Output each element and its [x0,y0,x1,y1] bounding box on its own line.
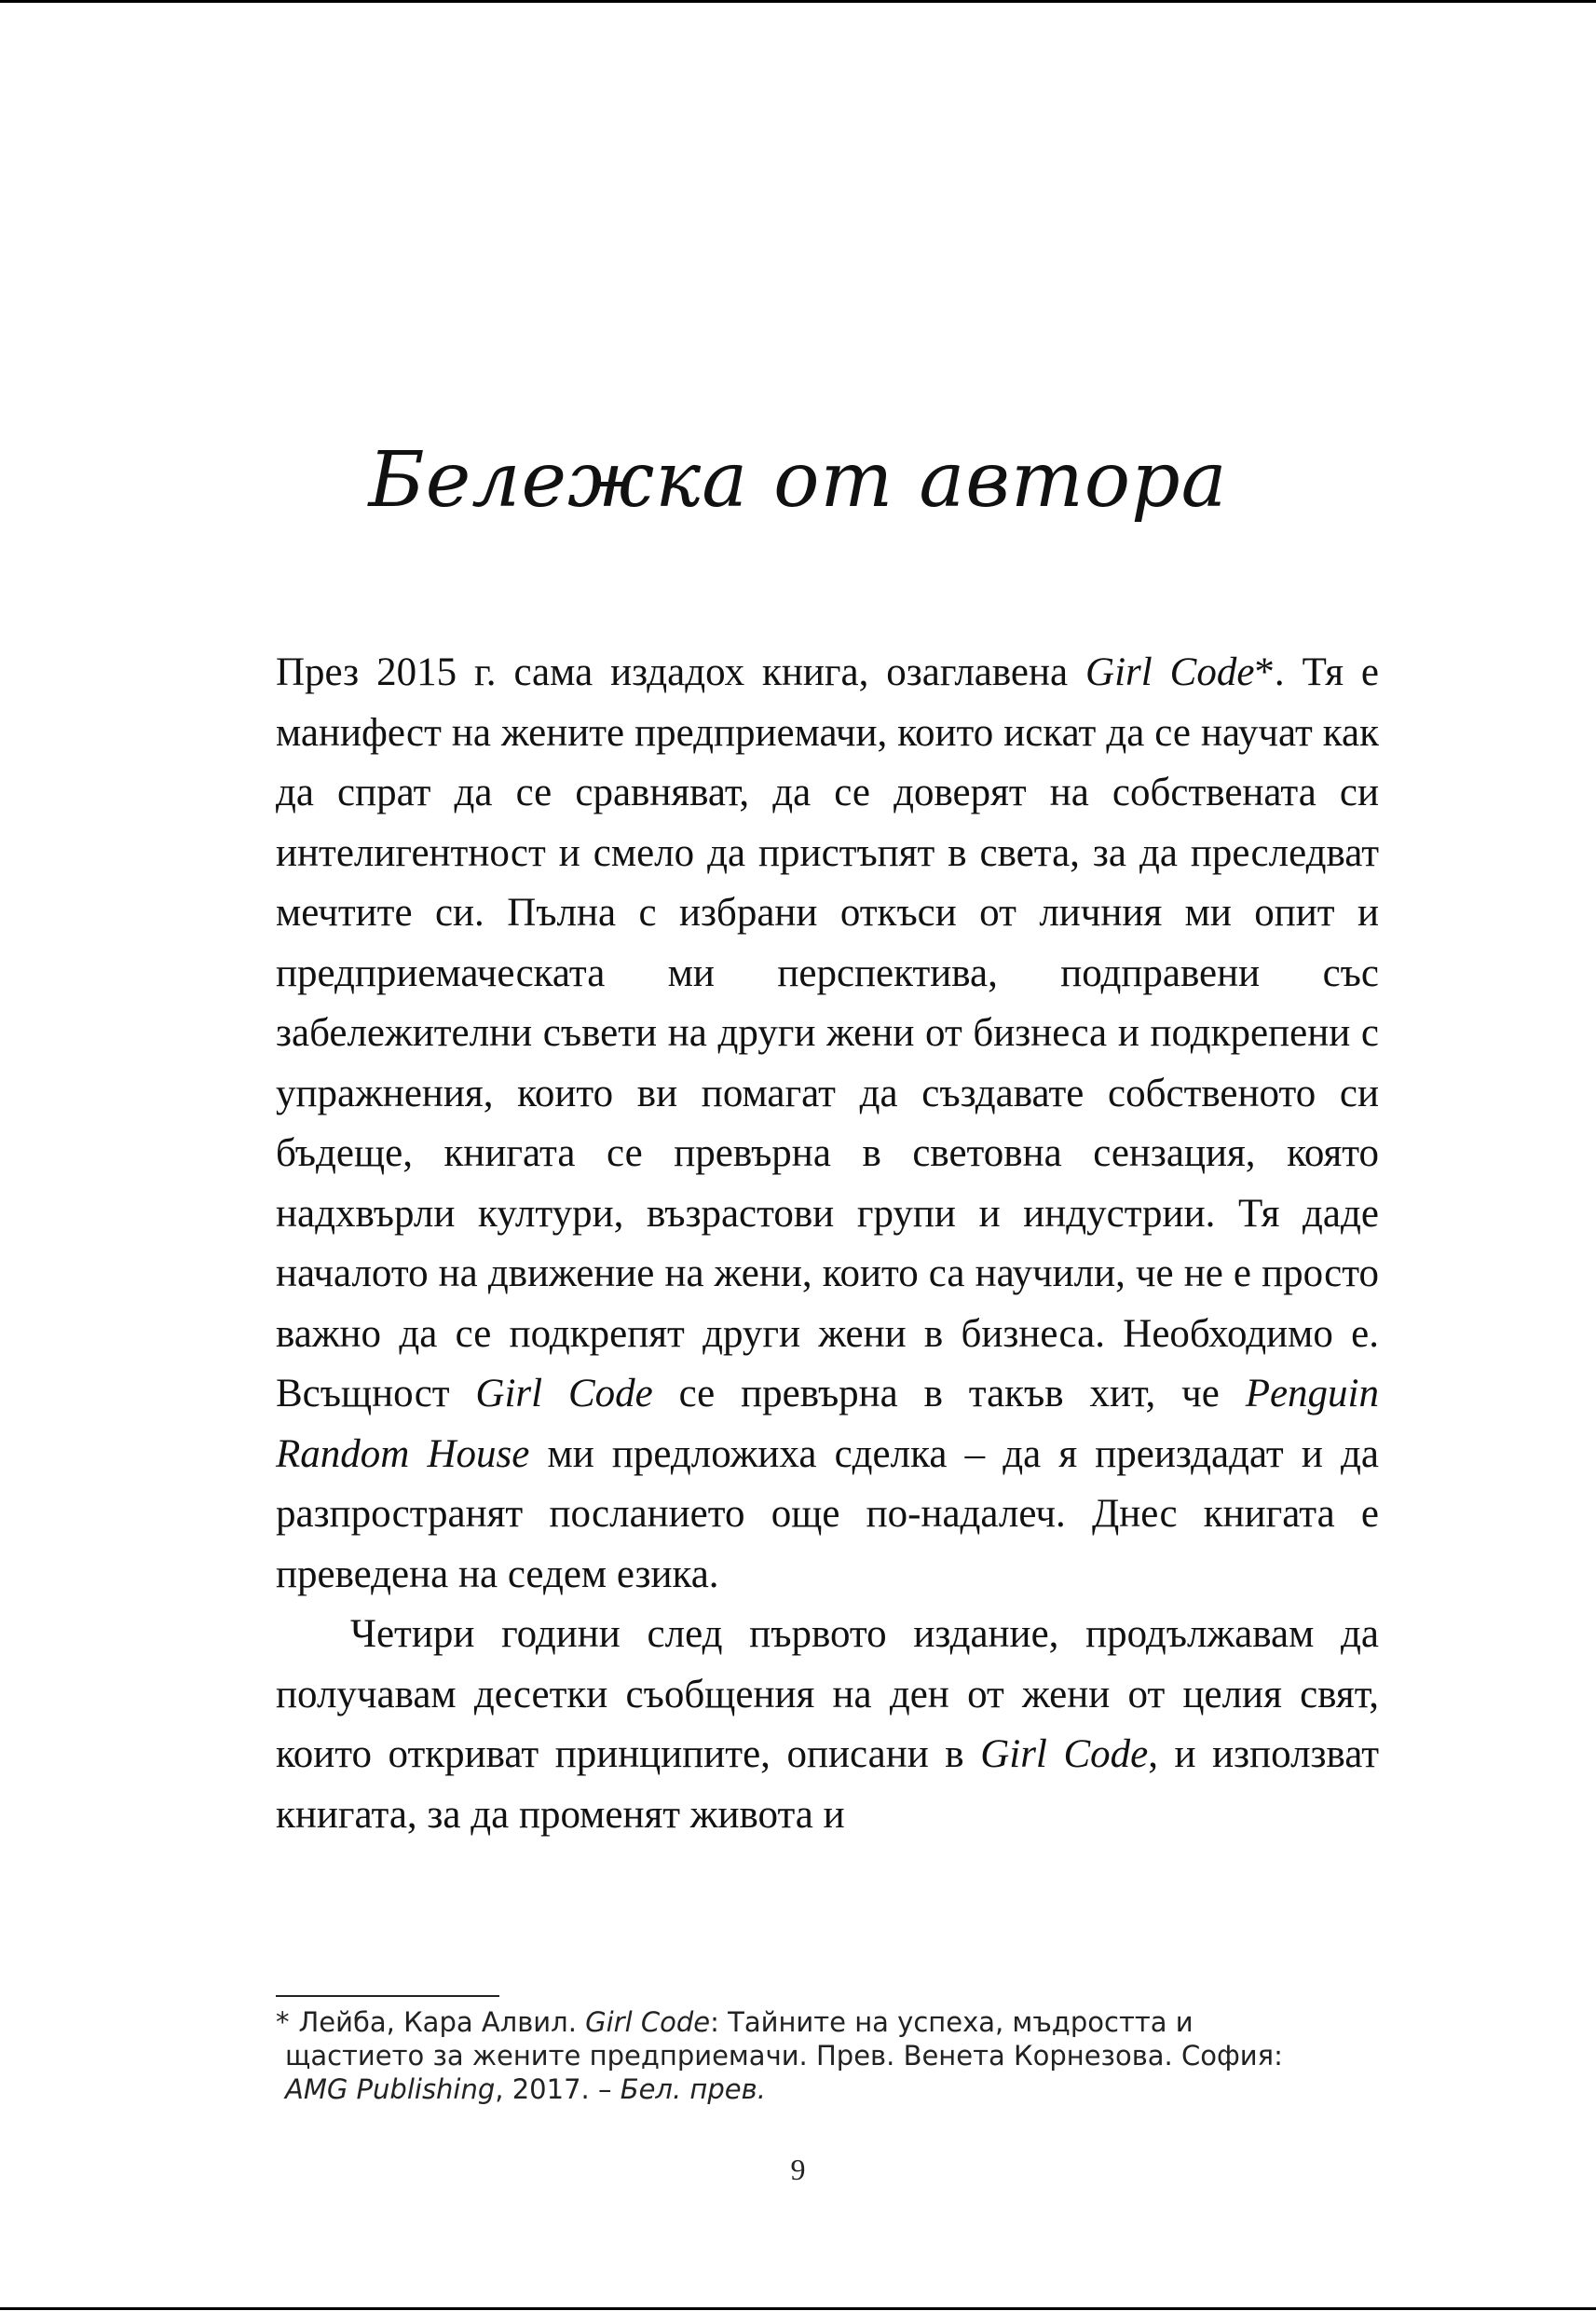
paragraph-1-part-1: През 2015 г. сама издадох книга, озаглавена [276,650,1086,694]
paragraph-2 [276,1605,1379,1845]
paragraph-1-part-4: ми предложиха сделка – да я преиздадат и да разпространят посланието още по-надалеч. Днес книгата е преведена на седем езика. [276,1431,1379,1596]
bottom-border [0,2307,1596,2310]
paragraph-1-part-3: се превърна в такъв хит, че [652,1372,1246,1415]
page-number: 9 [790,2153,806,2186]
book-title: Girl Code [980,1732,1149,1776]
paragraph-1 [276,643,1379,1605]
paragraph-2-part-2: , и използват книгата, за да променят живота и [276,1732,1380,1837]
footnote-line-3 [276,2072,1375,2106]
footnote-line-2: щастието за жените предприемачи. Прев. Венета Корнезова. София: [285,2040,1283,2072]
footnote-subtitle: : Тайните на успеха, мъдростта и [710,2006,1194,2038]
footnote [276,2005,1375,2106]
footnote-year: , 2017. – [495,2073,621,2105]
footnote-book-title: Girl Code [585,2006,711,2038]
paragraph-2-part-1: Четири години след първото издание, продължавам да получавам десетки съобщения на ден от жени от целия свят, които откриват принципите, описани в [276,1612,1379,1776]
footnote-publisher: AMG Publishing [285,2073,496,2105]
body-text [276,643,1379,1845]
book-title: Girl Code [1085,650,1255,694]
footnote-author: Лейба, Кара Алвил. [298,2006,586,2038]
chapter-title: Бележка от автора [368,436,1228,525]
footnote-translator-note: Бел. прев. [620,2073,766,2105]
top-border [0,0,1596,3]
footnote-divider [276,1995,499,1997]
paragraph-1-part-2: *. Тя е манифест на жените предприемачи, които искат да се научат как да спрат да се сравняват, да се доверят на собствената си интелигентност и смело да пристъпят в света, за да преследват мечтите си. Пълна с избрани откъси от личния ми опит и предприемаческата ми перспектива, подправени със забележителни съвети на други жени от бизнеса и подкрепени с упражнения, които ви помагат да създавате собственото си бъдеще, книгата се превърна в световна сензация, която надхвърли култури, възрастови групи и индустрии. Тя даде началото на движение на жени, които са научили, че не е просто важно да се подкрепят други жени в бизнеса. Необходимо е. Всъщност [276,650,1379,1415]
book-title: Girl Code [475,1372,653,1415]
footnote-mark: * [276,2006,290,2038]
publisher-name: Penguin Random House [276,1372,1379,1476]
